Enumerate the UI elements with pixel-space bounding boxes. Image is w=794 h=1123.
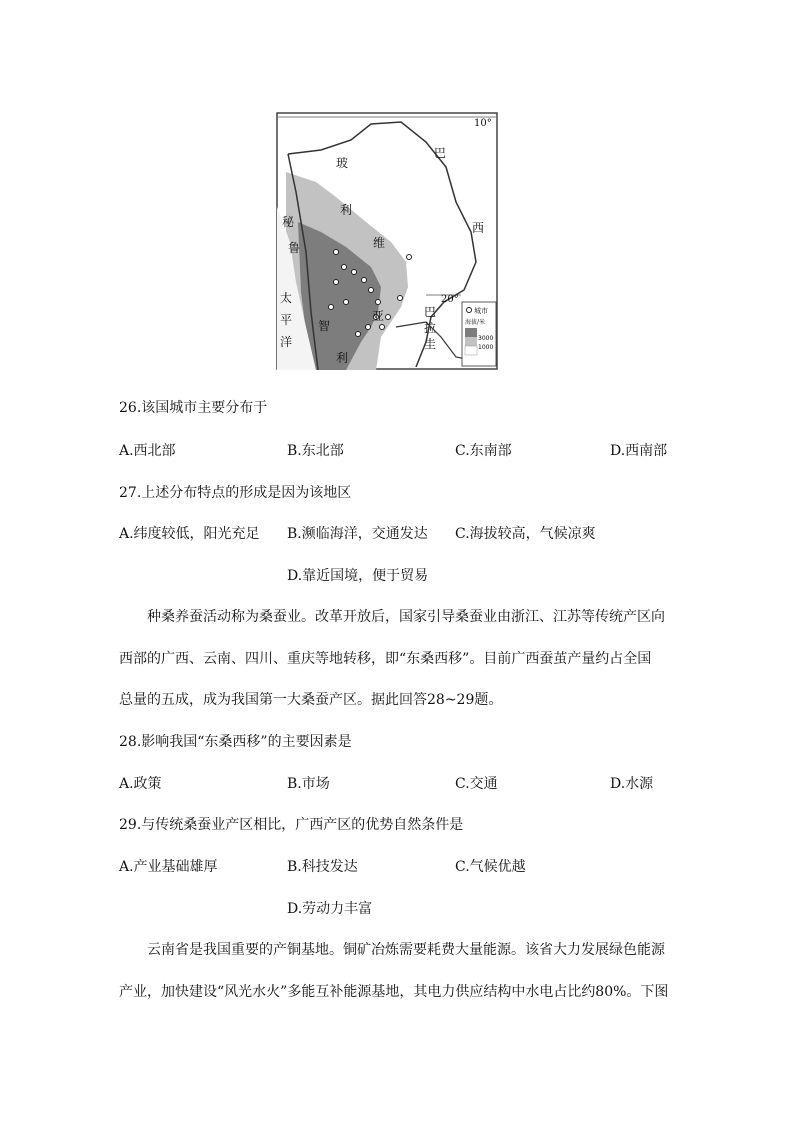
label-pacific-1: 太 <box>280 291 293 305</box>
label-peru-2: 鲁 <box>288 241 301 255</box>
q29-option-c[interactable]: C.气候优越 <box>455 859 526 875</box>
q27-option-c[interactable]: C.海拔较高，气候凉爽 <box>455 526 596 542</box>
q28-option-d[interactable]: D.水源 <box>610 776 654 792</box>
q26-option-d[interactable]: D.西南部 <box>610 443 668 459</box>
q27-stem: 27.上述分布特点的形成是因为该地区 <box>119 485 352 501</box>
label-paraguay-3: 圭 <box>424 337 437 351</box>
q26-option-a[interactable]: A.西北部 <box>119 443 176 459</box>
q28-option-c[interactable]: C.交通 <box>455 776 498 792</box>
label-bolivia-2: 利 <box>340 203 353 217</box>
q26-option-b[interactable]: B.东北部 <box>287 443 344 459</box>
passage1-line1: 种桑养蚕活动称为桑蚕业。改革开放后，国家引导桑蚕业由浙江、江苏等传统产区向 <box>147 609 665 625</box>
passage1-line2: 西部的广西、云南、四川、重庆等地转移，即“东桑西移”。目前广西蚕茧产量约占全国 <box>119 651 652 667</box>
label-chile-1: 智 <box>318 319 331 333</box>
q28-option-a[interactable]: A.政策 <box>119 776 162 792</box>
legend-1000: 1000 <box>478 344 494 351</box>
q29-stem: 29.与传统桑蚕业产区相比，广西产区的优势自然条件是 <box>119 817 464 833</box>
label-brazil-2: 西 <box>472 221 485 235</box>
q29-option-b[interactable]: B.科技发达 <box>287 859 358 875</box>
lat-20-label: 20° <box>441 294 459 305</box>
legend-3000: 3000 <box>478 335 494 342</box>
q27-option-a[interactable]: A.纬度较低，阳光充足 <box>119 526 260 542</box>
q28-stem: 28.影响我国“东桑西移”的主要因素是 <box>119 734 352 750</box>
legend-elev-title: 海拔/米 <box>465 319 486 326</box>
label-chile-2: 利 <box>336 351 349 365</box>
label-bolivia-3: 维 <box>373 236 386 250</box>
map-legend <box>462 302 496 366</box>
label-bolivia-4: 亚 <box>372 309 385 323</box>
label-brazil-1: 巴 <box>434 146 447 160</box>
lat-10-label: 10° <box>474 118 492 129</box>
q28-option-b[interactable]: B.市场 <box>287 776 330 792</box>
label-peru-1: 秘 <box>282 215 295 229</box>
passage2-line2: 产业，加快建设“风光水火”多能互补能源基地，其电力供应结构中水电占比约80%。下图 <box>119 984 669 1000</box>
q29-option-d[interactable]: D.劳动力丰富 <box>287 901 373 917</box>
label-paraguay-1: 巴 <box>424 305 437 319</box>
q29-option-a[interactable]: A.产业基础雄厚 <box>119 859 218 875</box>
label-pacific-2: 平 <box>280 313 293 327</box>
q27-option-d[interactable]: D.靠近国境，便于贸易 <box>287 568 429 584</box>
passage2-line1: 云南省是我国重要的产铜基地。铜矿冶炼需要耗费大量能源。该省大力发展绿色能源 <box>147 942 665 958</box>
label-bolivia-1: 玻 <box>336 156 349 170</box>
legend-city-label: 城市 <box>474 307 488 315</box>
passage1-line3: 总量的五成，成为我国第一大桑蚕产区。据此回答28~29题。 <box>119 692 503 708</box>
bolivia-map <box>276 112 498 370</box>
label-pacific-3: 洋 <box>280 335 293 349</box>
q27-option-b[interactable]: B.濒临海洋，交通发达 <box>287 526 428 542</box>
q26-option-c[interactable]: C.东南部 <box>455 443 512 459</box>
q26-stem: 26.该国城市主要分布于 <box>119 400 268 416</box>
label-paraguay-2: 拉 <box>424 321 437 335</box>
